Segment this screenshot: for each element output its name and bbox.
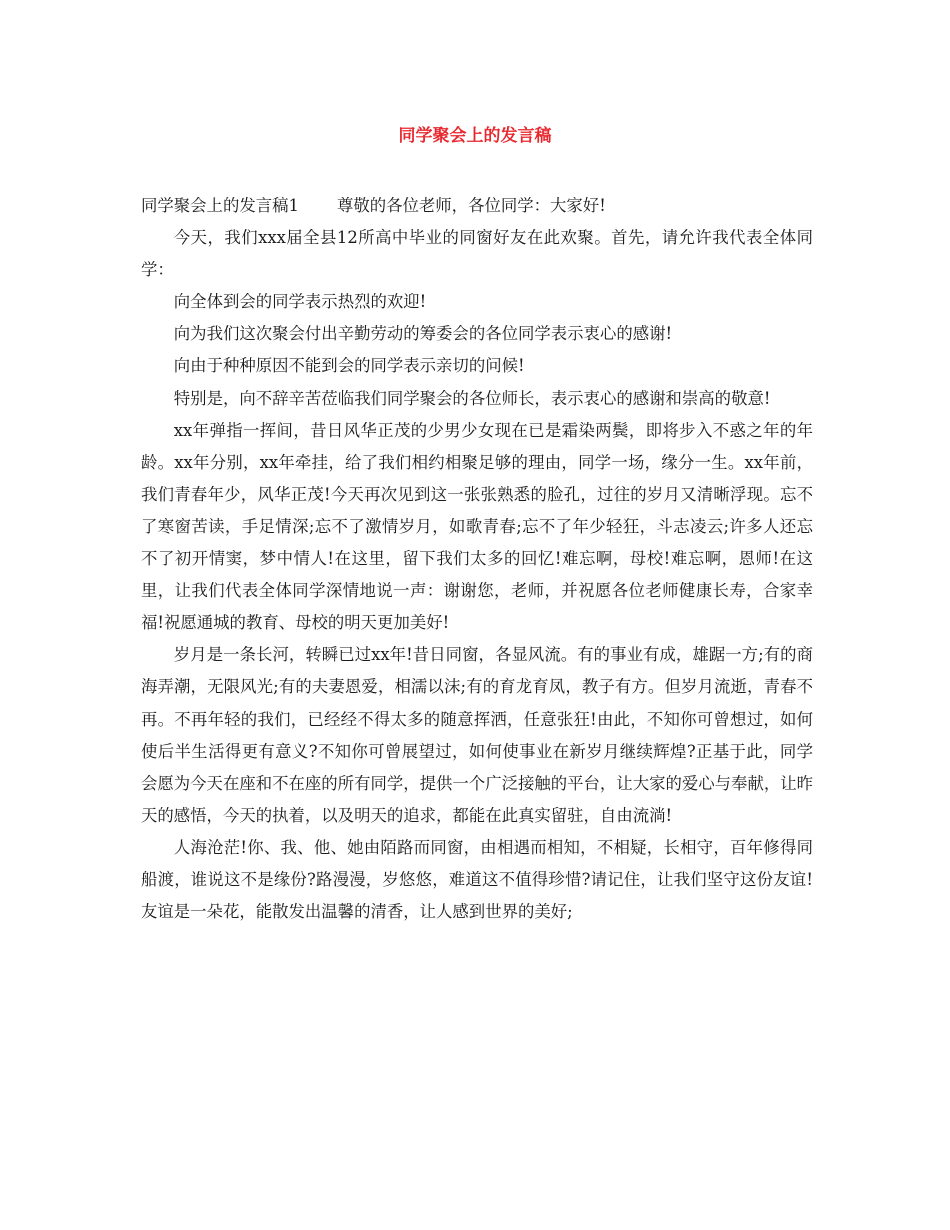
paragraph-8: 人海沧茫!你、我、他、她由陌路而同窗，由相遇而相知，不相疑，长相守，百年修得同船渡，谁说这不是缘份?路漫漫，岁悠悠，难道这不值得珍惜?请记住，让我们坚守这份友谊!友谊是一朵花，能散发出温馨的清香，让人感到世界的美好; xyxy=(141,837,813,922)
greeting-text: 尊敬的各位老师，各位同学：大家好! xyxy=(336,196,606,215)
section-heading: 同学聚会上的发言稿1 xyxy=(141,196,299,215)
opening-line xyxy=(141,190,813,222)
paragraph-5: 特别是，向不辞辛苦莅临我们同学聚会的各位师长，表示衷心的感谢和崇高的敬意! xyxy=(173,388,771,408)
paragraph-2: 向全体到会的同学表示热烈的欢迎! xyxy=(173,292,427,312)
paragraph-6: xx年弹指一挥间，昔日风华正茂的少男少女现在已是霜染两鬓，即将步入不惑之年的年龄。xx年分别，xx年牵挂，给了我们相约相聚足够的理由，同学一场，缘分一生。xx年前，我们青春年少，风华正茂!今天再次见到这一张张熟悉的脸孔，过往的岁月又清晰浮现。忘不了寒窗苦读，手足情深;忘不了激情岁月，如歌青春;忘不了年少轻狂，斗志凌云;许多人还忘不了初开情窦，梦中情人!在这里，留下我们太多的回忆!难忘啊，母校!难忘啊，恩师!在这里，让我们代表全体同学深情地说一声：谢谢您，老师，并祝愿各位老师健康长寿，合家幸福!祝愿通城的教育、母校的明天更加美好! xyxy=(141,420,813,633)
paragraph-1: 今天，我们xxx届全县12所高中毕业的同窗好友在此欢聚。首先，请允许我代表全体同学： xyxy=(141,228,813,280)
paragraph-7: 岁月是一条长河，转瞬已过xx年!昔日同窗，各显风流。有的事业有成，雄踞一方;有的商海弄潮，无限风光;有的夫妻恩爱，相濡以沫;有的育龙育凤，教子有方。但岁月流逝，青春不再。不再年轻的我们，已经经不得太多的随意挥洒，任意张狂!由此，不知你可曾想过，如何使后半生活得更有意义?不知你可曾展望过，如何使事业在新岁月继续辉煌?正基于此，同学会愿为今天在座和不在座的所有同学，提供一个广泛接触的平台，让大家的爱心与奉献，让昨天的感悟，今天的执着，以及明天的追求，都能在此真实留驻，自由流淌! xyxy=(141,645,814,825)
document-title: 同学聚会上的发言稿 xyxy=(398,126,552,146)
paragraph-4: 向由于种种原因不能到会的同学表示亲切的问候! xyxy=(173,356,525,376)
document-body xyxy=(141,190,813,928)
paragraph-3: 向为我们这次聚会付出辛勤劳动的筹委会的各位同学表示衷心的感谢! xyxy=(173,324,673,344)
